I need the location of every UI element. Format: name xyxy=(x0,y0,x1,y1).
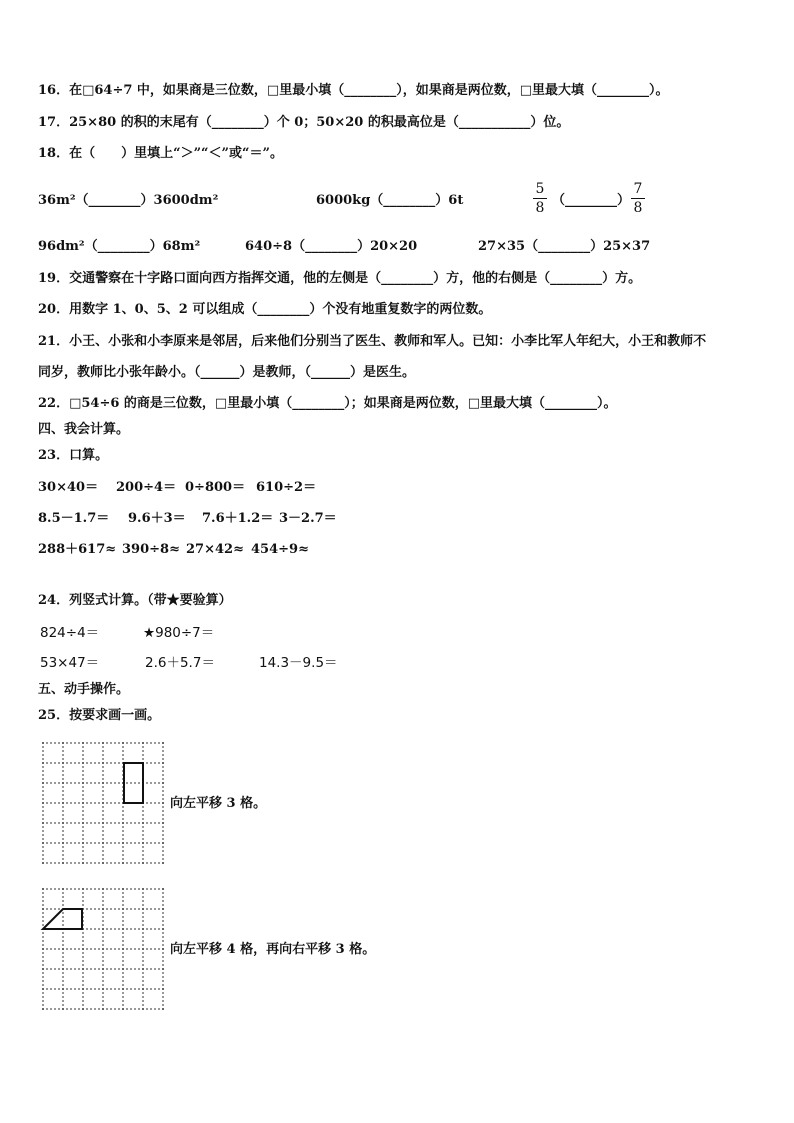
compare-item-e: 640÷8（________）20×20 xyxy=(245,239,418,254)
question-18: 18．在（ ）里填上“＞”“＜”或“＝”。 xyxy=(38,146,283,161)
oral-r3-c1: 288＋617≈ xyxy=(38,542,117,557)
compare-item-a: 36m²（________）3600dm² xyxy=(38,193,219,208)
oral-r1-c1: 30×40＝ xyxy=(38,480,99,495)
oral-r2-c1: 8.5－1.7＝ xyxy=(38,511,110,526)
question-16: 16．在□64÷7 中，如果商是三位数，□里最小填（________），如果商是两位数，□里最大填（________）。 xyxy=(38,83,669,98)
question-21-line2: 同岁，教师比小张年龄小。（______）是教师，（______）是医生。 xyxy=(38,365,416,380)
section-4-heading: 四、我会计算。 xyxy=(38,422,130,437)
fraction-right xyxy=(631,181,645,216)
vertical-r1-c1: 824÷4＝ xyxy=(40,625,100,641)
question-17: 17．25×80 的积的末尾有（________）个 0；50×20 的积最高位是（___________）位。 xyxy=(38,115,570,130)
compare-item-d: 96dm²（________）68m² xyxy=(38,239,201,254)
fraction-left-denominator: 8 xyxy=(535,200,545,216)
oral-r1-c4: 610÷2＝ xyxy=(256,480,317,495)
section-5-heading: 五、动手操作。 xyxy=(38,682,130,697)
vertical-r2-c2: 2.6＋5.7＝ xyxy=(145,655,215,671)
question-19: 19．交通警察在十字路口面向西方指挥交通，他的左侧是（________）方，他的右侧是（________）方。 xyxy=(38,271,642,286)
oral-r2-c3: 7.6＋1.2＝ xyxy=(202,511,274,526)
oral-r3-c4: 454÷9≈ xyxy=(251,542,309,557)
compare-item-b: 6000kg（________）6t xyxy=(316,193,464,208)
question-22: 22．□54÷6 的商是三位数，□里最小填（________）；如果商是两位数，□里最大填（________）。 xyxy=(38,396,617,411)
question-25: 25．按要求画一画。 xyxy=(38,708,161,723)
compare-item-f: 27×35（________）25×37 xyxy=(478,239,651,254)
oral-r1-c3: 0÷800＝ xyxy=(185,480,246,495)
oral-r3-c2: 390÷8≈ xyxy=(122,542,180,557)
vertical-r2-c3: 14.3－9.5＝ xyxy=(259,655,338,671)
question-24: 24．列竖式计算。（带★要验算） xyxy=(38,593,232,608)
question-23: 23．口算。 xyxy=(38,448,109,463)
fraction-left-numerator: 5 xyxy=(535,181,545,197)
question-20: 20．用数字 1、0、5、2 可以组成（________）个没有地重复数字的两位数。 xyxy=(38,302,492,317)
question-21-line1: 21．小王、小张和小李原来是邻居，后来他们分别当了医生、教师和军人。已知：小李比军人年纪大，小王和教师不 xyxy=(38,334,707,349)
oral-r2-c2: 9.6＋3＝ xyxy=(128,511,186,526)
grid-2 xyxy=(40,886,166,1012)
fraction-right-denominator: 8 xyxy=(633,200,643,216)
oral-r1-c2: 200÷4＝ xyxy=(116,480,177,495)
vertical-r2-c1: 53×47＝ xyxy=(40,655,100,671)
fraction-left xyxy=(533,181,547,216)
vertical-r1-c2: ★980÷7＝ xyxy=(143,625,215,641)
compare-item-c-blank: （________） xyxy=(552,193,631,208)
grid-1 xyxy=(40,740,166,866)
oral-r3-c3: 27×42≈ xyxy=(186,542,244,557)
fraction-right-numerator: 7 xyxy=(633,181,643,197)
grid-1-instruction: 向左平移 3 格。 xyxy=(170,796,267,811)
oral-r2-c4: 3－2.7＝ xyxy=(279,511,337,526)
grid-2-instruction: 向左平移 4 格，再向右平移 3 格。 xyxy=(170,942,376,957)
